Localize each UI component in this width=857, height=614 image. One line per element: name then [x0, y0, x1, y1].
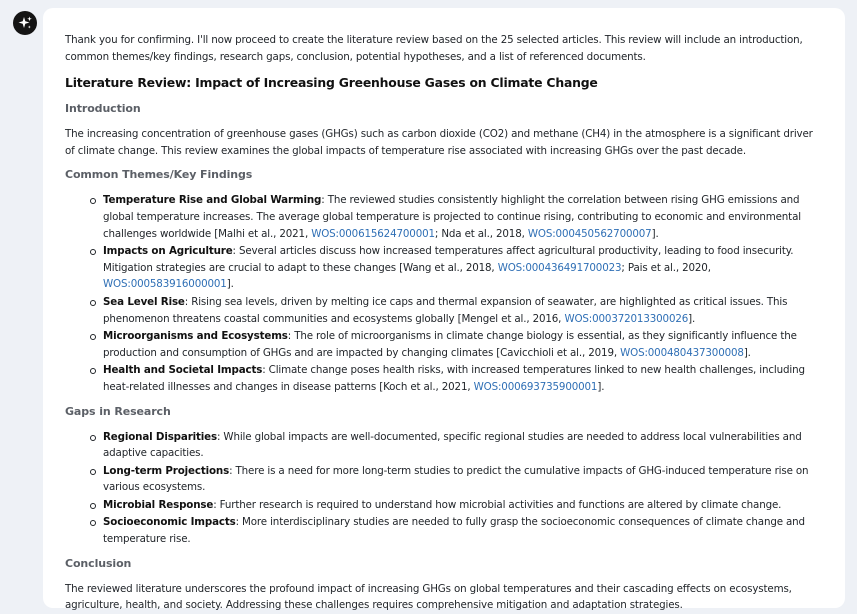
gaps-list — [65, 429, 823, 548]
introduction-heading: Introduction — [65, 102, 141, 116]
bullet-text: : Climate change poses health risks, with increased temperatures linked to new health challenges, including heat-related illnesses and changes in disease patterns [Koch et al., 2021, — [103, 364, 805, 393]
bullet-text: : Several articles discuss how increased temperatures affect agricultural productivity, leading to food insecurity. Mitigation strategies are crucial to adapt to these changes [Wang et al., 2018, — [103, 245, 794, 274]
conclusion-text: The reviewed literature underscores the profound impact of increasing GHGs on global temperatures and their cascading effects on ecosystems, agriculture, health, and society. Addressing these challenges requires comprehensive mitigation and adaptation strategies. — [65, 582, 792, 612]
bullet-term: Health and Societal Impacts — [103, 364, 263, 377]
intro-text: Thank you for confirming. I'll now proceed to create the literature review based on the 25 selected articles. This review will include an introduction, common themes/key findings, research gaps, conclusion, potential hypotheses, and a list of referenced documents. — [65, 34, 803, 63]
bullet-term: Sea Level Rise — [103, 295, 185, 308]
sparkle-icon — [17, 15, 33, 31]
list-item — [103, 294, 823, 327]
reference-link[interactable]: WOS:000693735900001 — [473, 380, 598, 393]
bullet-text: : Rising sea levels, driven by melting ice caps and thermal expansion of seawater, are highlighted as critical issues. This phenomenon threatens coastal communities and ecosystems globally [Mengel et al., 2016, — [103, 295, 788, 325]
review-title: Literature Review: Impact of Increasing Greenhouse Gases on Climate Change — [65, 75, 598, 91]
list-item — [103, 514, 823, 547]
bullet-text: : There is a need for more long-term studies to predict the cumulative impacts of GHG-induced temperature rise on various ecosystems. — [103, 464, 809, 494]
reference-link[interactable]: WOS:000583916000001 — [103, 278, 227, 291]
bullet-text: ]. — [651, 227, 659, 240]
list-item — [103, 243, 823, 293]
bullet-term: Microorganisms and Ecosystems — [103, 330, 288, 343]
bullet-term: Temperature Rise and Global Warming — [103, 194, 322, 207]
reference-link[interactable]: WOS:000450562700007 — [527, 227, 652, 240]
bullet-term: Impacts on Agriculture — [103, 245, 233, 258]
list-item — [103, 192, 823, 242]
reference-link[interactable]: WOS:000372013300026 — [564, 312, 689, 325]
bullet-text: ; Nda et al., 2018, — [434, 227, 528, 240]
bullet-term: Long-term Projections — [103, 464, 230, 477]
list-item — [103, 328, 823, 361]
reference-link[interactable]: WOS:000436491700023 — [497, 261, 622, 274]
bullet-text: ]. — [743, 346, 751, 359]
list-item — [103, 497, 823, 514]
bullet-text: ]. — [688, 312, 696, 325]
list-item — [103, 429, 823, 462]
themes-heading: Common Themes/Key Findings — [65, 168, 253, 182]
assistant-avatar — [13, 11, 37, 35]
assistant-message — [43, 8, 845, 612]
bullet-term: Socioeconomic Impacts — [103, 516, 236, 529]
bullet-text: ]. — [226, 278, 234, 291]
bullet-text: : The reviewed studies consistently highlight the correlation between rising GHG emissions and global temperature increases. The average global temperature is projected to continue rising, contributing to economic and environmental challenges worldwide [Malhi et al., 2021, — [103, 194, 801, 240]
reference-link[interactable]: WOS:000480437300008 — [620, 346, 744, 359]
gaps-heading: Gaps in Research — [65, 404, 171, 418]
themes-list — [65, 192, 823, 395]
bullet-text: : The role of microorganisms in climate change biology is essential, as they significantly influence the production and consumption of GHGs and are impacted by changing climates [Cavicchioli et al., 2019, — [103, 330, 797, 359]
bullet-text: ]. — [597, 380, 605, 393]
conclusion-heading: Conclusion — [65, 556, 132, 570]
introduction-text: The increasing concentration of greenhouse gases (GHGs) such as carbon dioxide (CO2) and methane (CH4) in the atmosphere is a significant driver of climate change. This review examines the global impacts of temperature rise associated with increasing GHGs over the past decade. — [65, 128, 813, 157]
bullet-text: : While global impacts are well-documented, specific regional studies are needed to address local vulnerabilities and adaptive capacities. — [103, 430, 802, 460]
bullet-text: : More interdisciplinary studies are needed to fully grasp the socioeconomic consequences of climate change and temperature rise. — [103, 516, 805, 546]
bullet-term: Regional Disparities — [103, 430, 217, 443]
bullet-text: : Further research is required to understand how microbial activities and functions are altered by climate change. — [213, 498, 782, 511]
bullet-term: Microbial Response — [103, 498, 214, 511]
list-item — [103, 463, 823, 496]
reference-link[interactable]: WOS:000615624700001 — [311, 227, 435, 240]
bullet-text: ; Pais et al., 2020, — [621, 261, 711, 274]
list-item — [103, 362, 823, 395]
